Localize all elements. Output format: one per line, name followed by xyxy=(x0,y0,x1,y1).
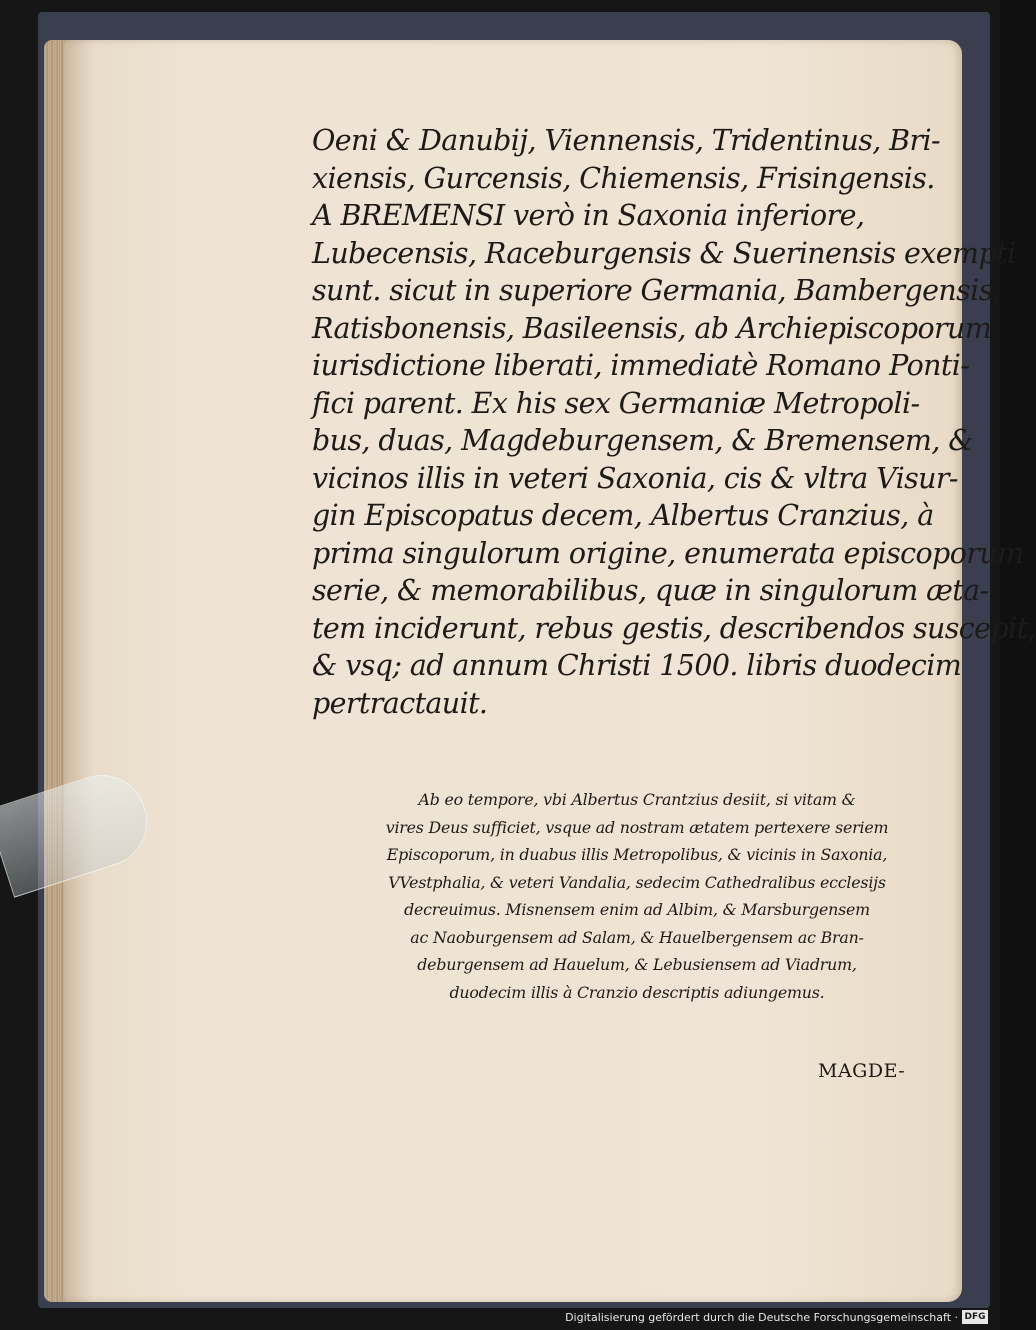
note-line: vires Deus sufficiet, vsque ad nostram ætatem pertexere seriem xyxy=(385,817,889,837)
text-line: xiensis, Gurcensis, Chiemensis, Frisingensis. xyxy=(312,161,935,195)
catchword: MAGDE- xyxy=(818,1060,906,1082)
text-line: prima singulorum origine, enumerata episcoporum xyxy=(312,536,1024,570)
text-line: sunt. sicut in superiore Germania, Bambergensis, xyxy=(312,274,1002,307)
text-line: tem inciderunt, rebus gestis, describendos suscepit, xyxy=(312,611,1036,645)
note-line: Episcoporum, in duabus illis Metropolibus, & vicinis in Saxonia, xyxy=(386,845,888,864)
note-line: decreuimus. Misnensem enim ad Albim, & Marsburgensem xyxy=(404,900,870,919)
main-text-block xyxy=(312,124,1036,724)
dfg-logo-icon: DFG xyxy=(962,1310,988,1324)
text-line: iurisdictione liberati, immediatè Romano Ponti- xyxy=(312,349,970,382)
text-line: Oeni & Danubij, Viennensis, Tridentinus, Bri- xyxy=(312,124,941,157)
text-line: Lubecensis, Raceburgensis & Suerinensis exempti xyxy=(312,236,1016,270)
footer xyxy=(565,1310,988,1324)
note-line: VVestphalia, & veteri Vandalia, sedecim Cathedralibus ecclesijs xyxy=(388,872,886,892)
footer-text: Digitalisierung gefördert durch die Deutsche Forschungsgemeinschaft · xyxy=(565,1310,958,1324)
note-text-block xyxy=(312,790,962,1010)
text-line: gin Episcopatus decem, Albertus Cranzius, à xyxy=(312,499,934,532)
text-line: vicinos illis in veteri Saxonia, cis & vltra Visur- xyxy=(312,461,958,495)
note-line: deburgensem ad Hauelum, & Lebusiensem ad Viadrum, xyxy=(417,955,857,974)
text-line: fici parent. Ex his sex Germaniæ Metropoli- xyxy=(312,386,920,420)
text-line: Ratisbonensis, Basileensis, ab Archiepiscoporum xyxy=(312,311,992,345)
note-line: ac Naoburgensem ad Salam, & Hauelbergensem ac Bran- xyxy=(410,927,864,947)
text-line: & vsq; ad annum Christi 1500. libris duodecim xyxy=(312,649,962,682)
text-line: A BREMENSI verò in Saxonia inferiore, xyxy=(312,199,865,232)
text-line: bus, duas, Magdeburgensem, & Bremensem, & xyxy=(312,424,974,457)
note-line: Ab eo tempore, vbi Albertus Crantzius desiit, si vitam & xyxy=(418,790,856,809)
text-line: serie, & memorabilibus, quæ in singulorum æta- xyxy=(312,574,989,607)
note-line: duodecim illis à Cranzio descriptis adiungemus. xyxy=(449,982,825,1002)
text-line: pertractauit. xyxy=(312,686,488,720)
